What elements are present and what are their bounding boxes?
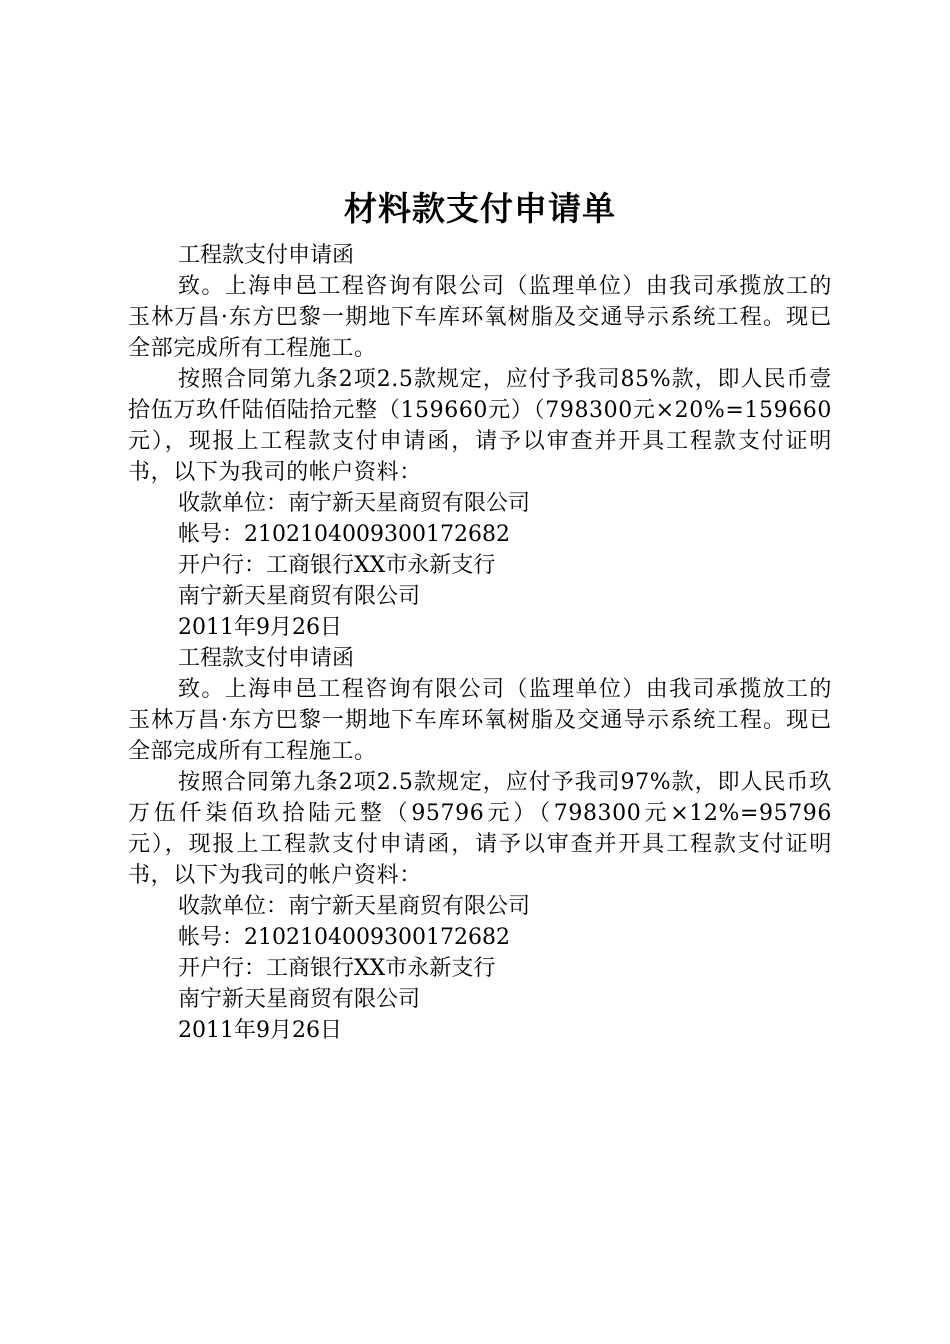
letter-payment-paragraph: 按照合同第九条2项2.5款规定，应付予我司97%款，即人民币玖万伍仟柒佰玖拾陆元整（95796元）（798300元×12%=95796元），现报上工程款支付申请函，请予以审查并开具工程款支付证明书，以下为我司的帐户资料： [128, 770, 832, 888]
signature-line: 南宁新天星商贸有限公司 [178, 584, 421, 609]
document-page [128, 178, 832, 1046]
account-line: 帐号：2102104009300172682 [178, 522, 510, 547]
signature-line: 南宁新天星商贸有限公司 [178, 987, 421, 1012]
date-line: 2011年9月26日 [178, 1018, 342, 1043]
application-letter-2 [128, 643, 832, 1046]
bank-line: 开户行：工商银行XX市永新支行 [178, 956, 496, 981]
letter-addressee-paragraph: 致。上海申邑工程咨询有限公司（监理单位）由我司承揽放工的玉林万昌·东方巴黎一期地下车库环氧树脂及交通导示系统工程。现已全部完成所有工程施工。 [128, 274, 832, 361]
account-line: 帐号：2102104009300172682 [178, 925, 510, 950]
letter-heading: 工程款支付申请函 [178, 646, 355, 671]
payee-line: 收款单位：南宁新天星商贸有限公司 [178, 491, 531, 516]
bank-line: 开户行：工商银行XX市永新支行 [178, 553, 496, 578]
payee-line: 收款单位：南宁新天星商贸有限公司 [178, 894, 531, 919]
letter-payment-paragraph: 按照合同第九条2项2.5款规定，应付予我司85%款，即人民币壹拾伍万玖仟陆佰陆拾元整（159660元）（798300元×20%=159660元），现报上工程款支付申请函，请予以审查并开具工程款支付证明书，以下为我司的帐户资料： [128, 367, 832, 485]
document-title: 材料款支付申请单 [344, 189, 616, 228]
date-line: 2011年9月26日 [178, 615, 342, 640]
letter-addressee-paragraph: 致。上海申邑工程咨询有限公司（监理单位）由我司承揽放工的玉林万昌·东方巴黎一期地下车库环氧树脂及交通导示系统工程。现已全部完成所有工程施工。 [128, 677, 832, 764]
application-letter-1 [128, 240, 832, 643]
letter-heading: 工程款支付申请函 [178, 243, 355, 268]
